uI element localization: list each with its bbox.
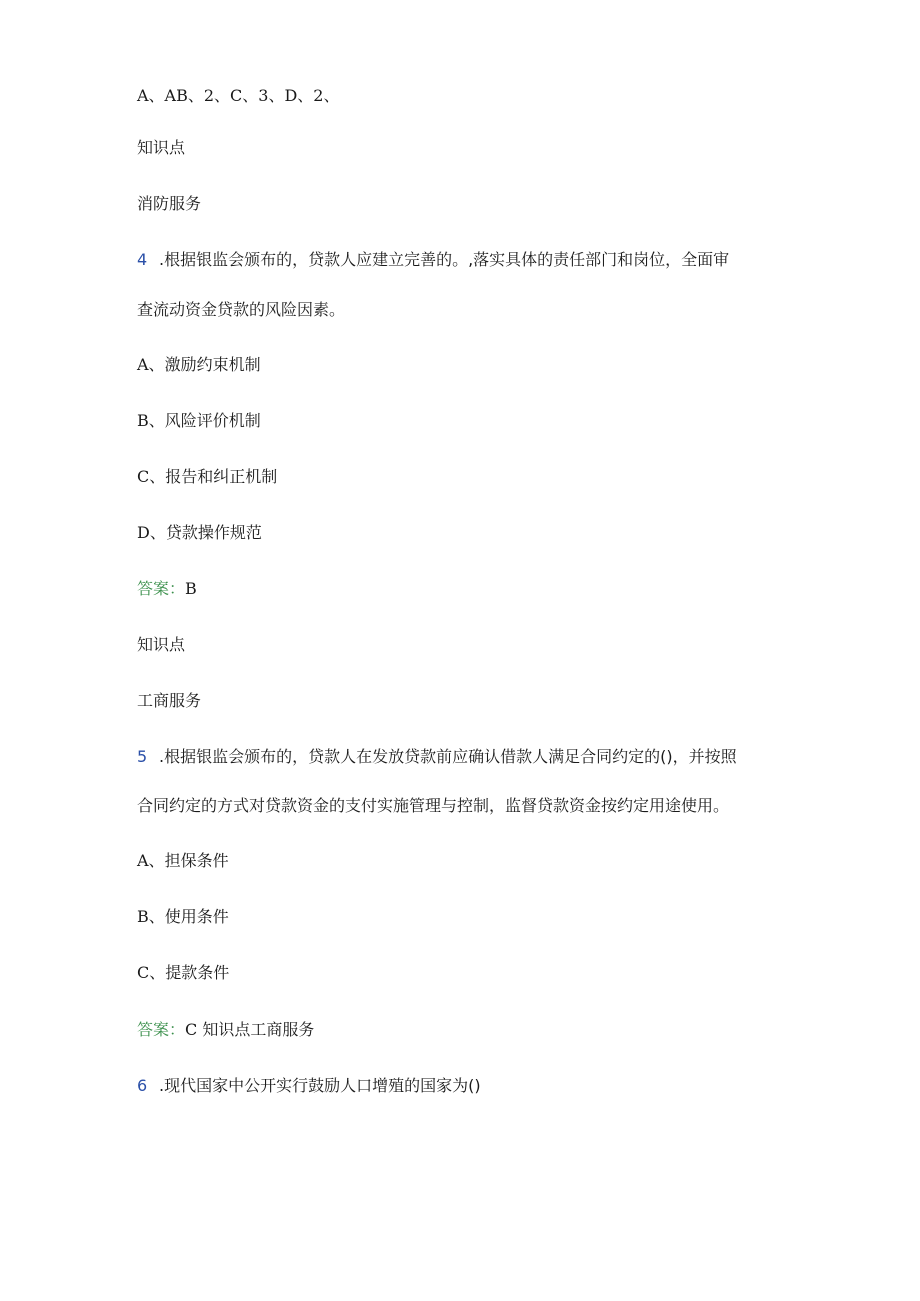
q4-answer-label: 答案： [137,579,186,598]
q4-option-a [137,355,261,375]
q4-option-d [137,523,262,543]
q4-option-b [137,411,261,431]
q4-number: 4 [137,250,148,269]
q4-option-d-text: 贷款操作规范 [165,523,262,542]
q4-question-line-2: 查流动资金贷款的风险因素。 [137,300,346,319]
q5-option-b [137,907,229,927]
q4-option-a-text: 激励约束机制 [164,355,261,374]
q5-option-a [137,851,229,871]
q5-question-line-1 [137,747,737,767]
q5-answer-label: 答案： [137,1020,186,1039]
q5-option-a-text: 担保条件 [164,851,229,870]
q5-answer [137,1020,314,1040]
q4-answer [137,579,197,599]
q4-answer-value: B [185,579,197,598]
q6-question-line-1 [137,1076,481,1096]
q5-answer-value: C [185,1020,198,1039]
q5-option-c-text: 提款条件 [165,963,230,982]
q5-text-1: .根据银监会颁布的，贷款人在发放贷款前应确认借款人满足合同约定的()，并按照 [159,747,737,766]
q4-option-c-letter: C、 [137,467,166,486]
q5-option-c [137,963,229,983]
q3-knowledge-point-label: 知识点 [137,138,186,157]
q5-option-b-letter: B、 [137,907,165,926]
q5-number: 5 [137,747,148,766]
q5-option-c-letter: C、 [137,963,166,982]
q5-option-b-text: 使用条件 [164,907,229,926]
q3-knowledge-point-value: 消防服务 [137,194,202,213]
q4-option-b-letter: B、 [137,411,165,430]
q4-text-1: .根据银监会颁布的，贷款人应建立完善的。,落实具体的责任部门和岗位，全面审 [159,250,730,269]
q6-number: 6 [137,1076,148,1095]
q4-option-d-letter: D、 [137,523,166,542]
q6-text-1: .现代国家中公开实行鼓励人口增殖的国家为() [159,1076,481,1095]
q4-option-c [137,467,277,487]
q5-question-line-2: 合同约定的方式对贷款资金的支付实施管理与控制，监督贷款资金按约定用途使用。 [137,796,730,815]
q4-knowledge-point-value: 工商服务 [137,691,202,710]
q5-option-a-letter: A、 [137,851,165,870]
q3-options-line: A、AB、2、C、3、D、2、 [137,86,340,105]
q4-knowledge-point-label: 知识点 [137,635,186,654]
q4-option-a-letter: A、 [137,355,165,374]
q4-question-line-1 [137,250,729,270]
q4-option-c-text: 报告和纠正机制 [165,467,278,486]
q5-answer-knowledge-point: 知识点工商服务 [202,1020,315,1039]
q4-option-b-text: 风险评价机制 [164,411,261,430]
